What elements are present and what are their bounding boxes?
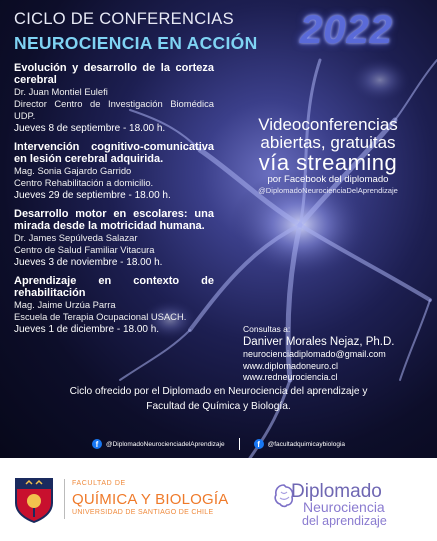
streaming-handle: @DiplomadoNeurocienciaDelAprendizaje [258,186,398,195]
streaming-info [240,116,416,196]
social-handle-facultad: @facultadquimicaybiologia [267,440,346,448]
diploma-title: Diplomado [291,481,382,502]
header-title: CICLO DE CONFERENCIAS [14,10,234,28]
event-affiliation: Centro Rehabilitación a domicilio. [14,177,154,188]
social-divider [239,438,240,450]
event-title: Intervención cognitivo-comunicativa en lesión cerebral adquirida. [14,141,214,165]
streaming-line2: abiertas, gratuitas [260,133,396,152]
header-subtitle: NEUROCIENCIA EN ACCIÓN [14,33,258,53]
streaming-line4: por Facebook del diplomado [267,174,389,185]
social-handle-diplomado: @DiplomadoNeurocienciadelAprendizaje [105,440,225,448]
streaming-line3: vía streaming [258,150,398,175]
diploma-subtitle: Neurociencia [303,499,385,515]
social-link-diplomado[interactable] [92,439,225,449]
footer-line1: Ciclo ofrecido por el Diplomado en Neurociencia del aprendizaje y [69,386,368,397]
event-title: Aprendizaje en contexto de rehabilitación [14,275,214,299]
facebook-icon: f [254,439,264,449]
university-name: UNIVERSIDAD DE SANTIAGO DE CHILE [72,509,214,516]
event-speaker: Dr. James Sepúlveda Salazar [14,232,138,243]
diploma-subtitle-2: del aprendizaje [302,514,387,528]
event-date: Jueves 3 de noviembre - 18.00 h. [14,257,163,268]
event-date: Jueves 1 de diciembre - 18.00 h. [14,324,160,335]
faculty-label: FACULTAD DE [72,480,126,487]
event-affiliation: Centro de Salud Familiar Vitacura [14,244,155,255]
event-item [14,142,214,203]
contact-block [243,323,423,384]
event-item [14,209,214,270]
event-speaker: Mag. Jaime Urzúa Parra [14,299,116,310]
event-affiliation: Escuela de Terapia Ocupacional USACH. [14,311,187,322]
contact-website-2[interactable]: www.redneurociencia.cl [243,372,338,382]
faculty-name: QUÍMICA Y BIOLOGÍA [72,491,229,508]
university-shield-icon [12,475,56,523]
event-date: Jueves 8 de septiembre - 18.00 h. [14,123,166,134]
footer-line2: Facultad de Química y Biología. [146,401,291,412]
social-bar [0,436,437,452]
social-link-facultad[interactable] [254,439,345,449]
event-list [14,63,214,343]
event-affiliation: Director Centro de Investigación Biomédica UDP. [14,98,214,121]
event-speaker: Mag. Sonia Gajardo Garrido [14,165,132,176]
logos-bar [0,458,437,541]
event-title: Evolución y desarrollo de la corteza cerebral [14,62,214,86]
event-date: Jueves 29 de septiembre - 18.00 h. [14,190,171,201]
footer-text [0,384,437,414]
streaming-line1: Videoconferencias [258,115,398,134]
contact-website-1[interactable]: www.diplomadoneuro.cl [243,360,339,371]
contact-email[interactable]: neurocienciadiplomado@gmail.com [243,349,386,359]
contact-name: Daniver Morales Nejaz, Ph.D. [243,336,395,348]
contact-label: Consultas a: [243,324,291,334]
facebook-icon: f [92,439,102,449]
event-item [14,63,214,136]
event-title: Desarrollo motor en escolares: una mirada desde la motricidad humana. [14,208,214,232]
event-speaker: Dr. Juan Montiel Eulefi [14,86,108,97]
event-item [14,276,214,337]
logo-divider [64,479,65,519]
year-label: 2022 [300,8,393,52]
